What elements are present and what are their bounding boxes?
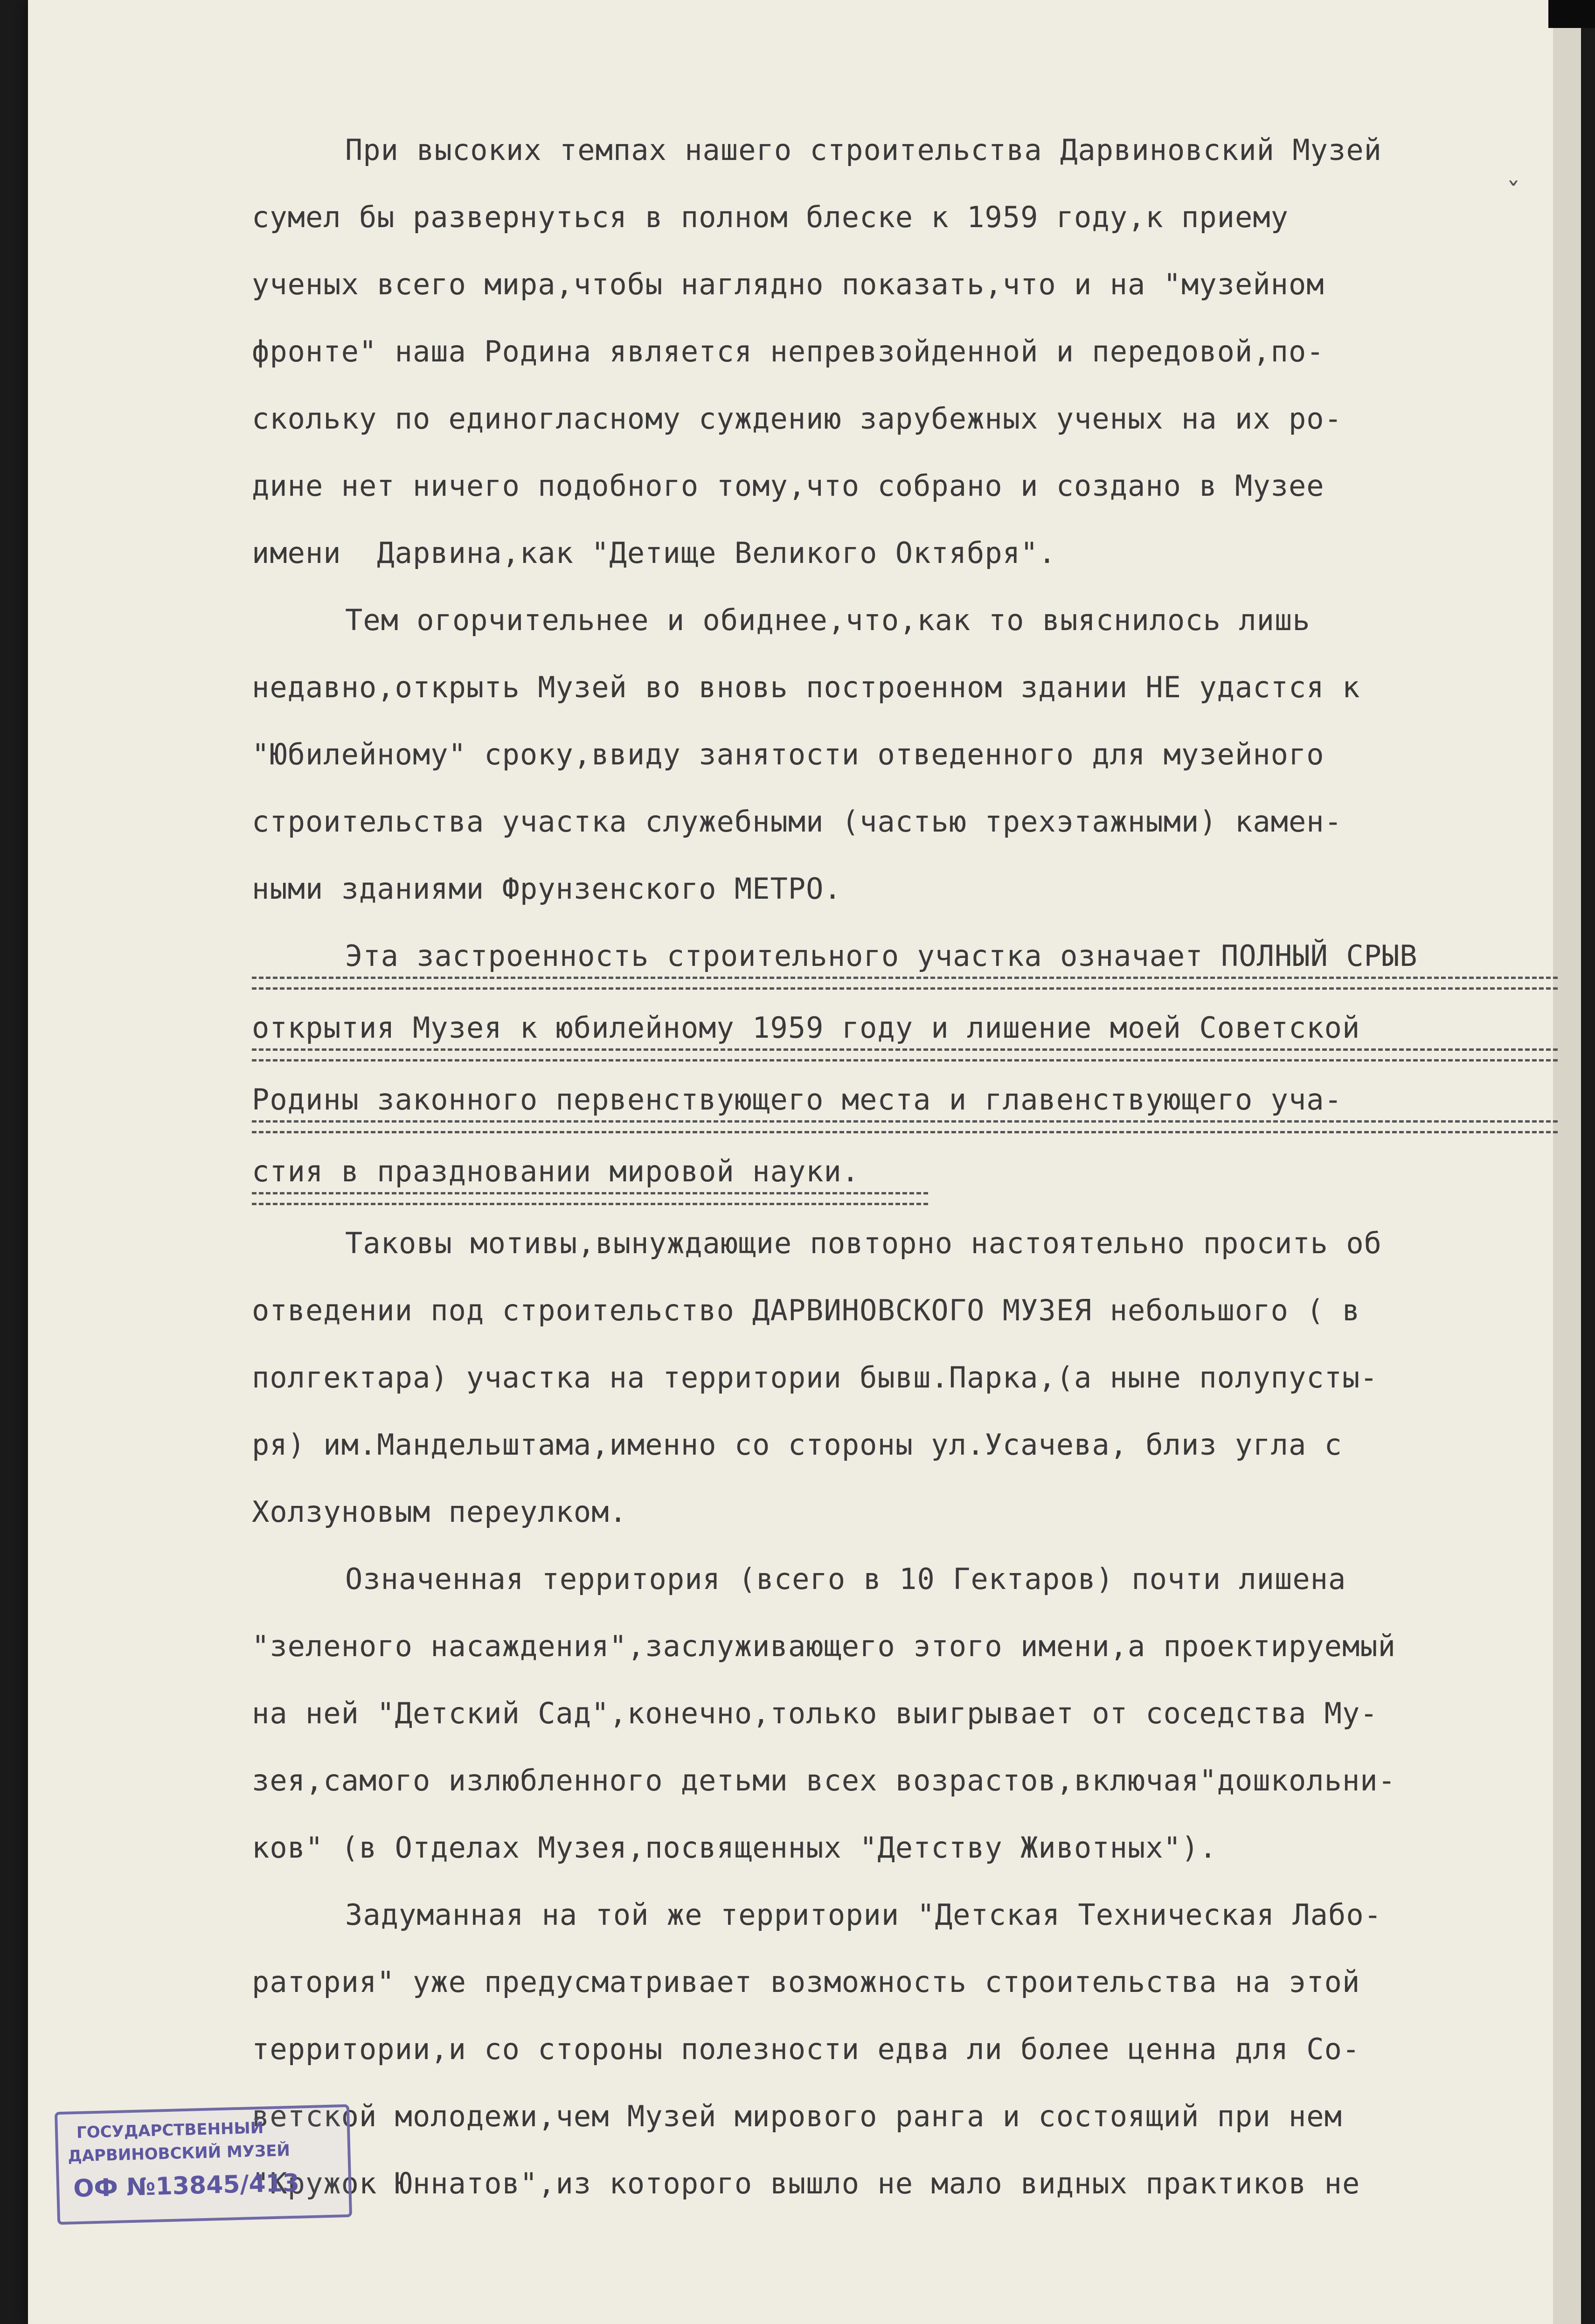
- stamp-line-1: ГОСУДАРСТВЕННЫЙ: [76, 2118, 264, 2143]
- text-line: полгектара) участка на территории бывш.Парка,(а ныне полупусты-: [252, 1360, 1378, 1394]
- text-line: Тем огорчительнее и обиднее,что,как то выяснилось лишь: [345, 603, 1311, 637]
- text-line: "зеленого насаждения",заслуживающего этого имени,а проектируемый: [252, 1629, 1396, 1663]
- text-line: Холзуновым переулком.: [252, 1495, 627, 1529]
- text-line: ными зданиями Фрунзенского МЕТРО.: [252, 872, 842, 906]
- text-line: территории,и со стороны полезности едва ли более ценна для Со-: [252, 2032, 1360, 2066]
- text-line: ветской молодежи,чем Музей мирового ранга и состоящий при нем: [252, 2099, 1342, 2133]
- text-line: Означенная территория (всего в 10 Гектаров) почти лишена: [345, 1562, 1346, 1596]
- text-line: зея,самого излюбленного детьми всех возрастов,включая"дошкольни-: [252, 1763, 1396, 1797]
- text-line: ратория" уже предусматривает возможность строительства на этой: [252, 1965, 1360, 1999]
- stamp-number: ОФ №13845/413: [73, 2169, 300, 2203]
- text-line: "Юбилейному" сроку,ввиду занятости отведенного для музейного: [252, 737, 1325, 771]
- text-line: При высоких темпах нашего строительства Дарвиновский Музей: [345, 133, 1382, 167]
- text-line: дине нет ничего подобного тому,что собрано и создано в Музее: [252, 469, 1325, 503]
- text-line: скольку по единогласному суждению зарубежных ученых на их ро-: [252, 402, 1342, 436]
- text-line: стия в праздновании мировой науки.: [252, 1154, 860, 1188]
- text-line: строительства участка служебными (частью трехэтажными) камен-: [252, 805, 1342, 839]
- text-line: имени Дарвина,как "Детище Великого Октября".: [252, 536, 1056, 570]
- text-line: ря) им.Мандельштама,именно со стороны ул.Усачева, близ угла с: [252, 1428, 1342, 1462]
- text-line: Родины законного первенствующего места и главенствующего уча-: [252, 1082, 1342, 1117]
- text-line: открытия Музея к юбилейному 1959 году и лишение моей Советской: [252, 1011, 1360, 1045]
- text-line: недавно,открыть Музей во вновь построенном здании НЕ удастся к: [252, 670, 1360, 704]
- text-line: Таковы мотивы,вынуждающие повторно настоятельно просить об: [345, 1226, 1382, 1260]
- text-line: фронте" наша Родина является непревзойденной и передовой,по-: [252, 334, 1325, 368]
- text-line: ков" (в Отделах Музея,посвященных "Детству Животных").: [252, 1831, 1217, 1865]
- text-line: Эта застроенность строительного участка означает ПОЛНЫЙ СРЫВ: [345, 939, 1418, 973]
- typed-text: [252, 117, 1558, 2217]
- text-line: "Кружок Юннатов",из которого вышло не мало видных практиков не: [252, 2166, 1360, 2200]
- archive-stamp: [55, 2104, 352, 2225]
- text-line: на ней "Детский Сад",конечно,только выигрывает от соседства Му-: [252, 1696, 1378, 1730]
- text-line: Задуманная на той же территории "Детская Техническая Лабо-: [345, 1898, 1382, 1932]
- text-line: сумел бы развернуться в полном блеске к 1959 году,к приему: [252, 200, 1289, 234]
- check-mark-icon: ˇ: [1506, 177, 1520, 210]
- text-line: отведении под строительство ДАРВИНОВСКОГО МУЗЕЯ небольшого ( в: [252, 1293, 1360, 1327]
- corner-shadow: [1548, 0, 1595, 28]
- stamp-line-2: ДАРВИНОВСКИЙ МУЗЕЙ: [67, 2141, 291, 2166]
- text-line: ученых всего мира,чтобы наглядно показать,что и на "музейном: [252, 267, 1325, 301]
